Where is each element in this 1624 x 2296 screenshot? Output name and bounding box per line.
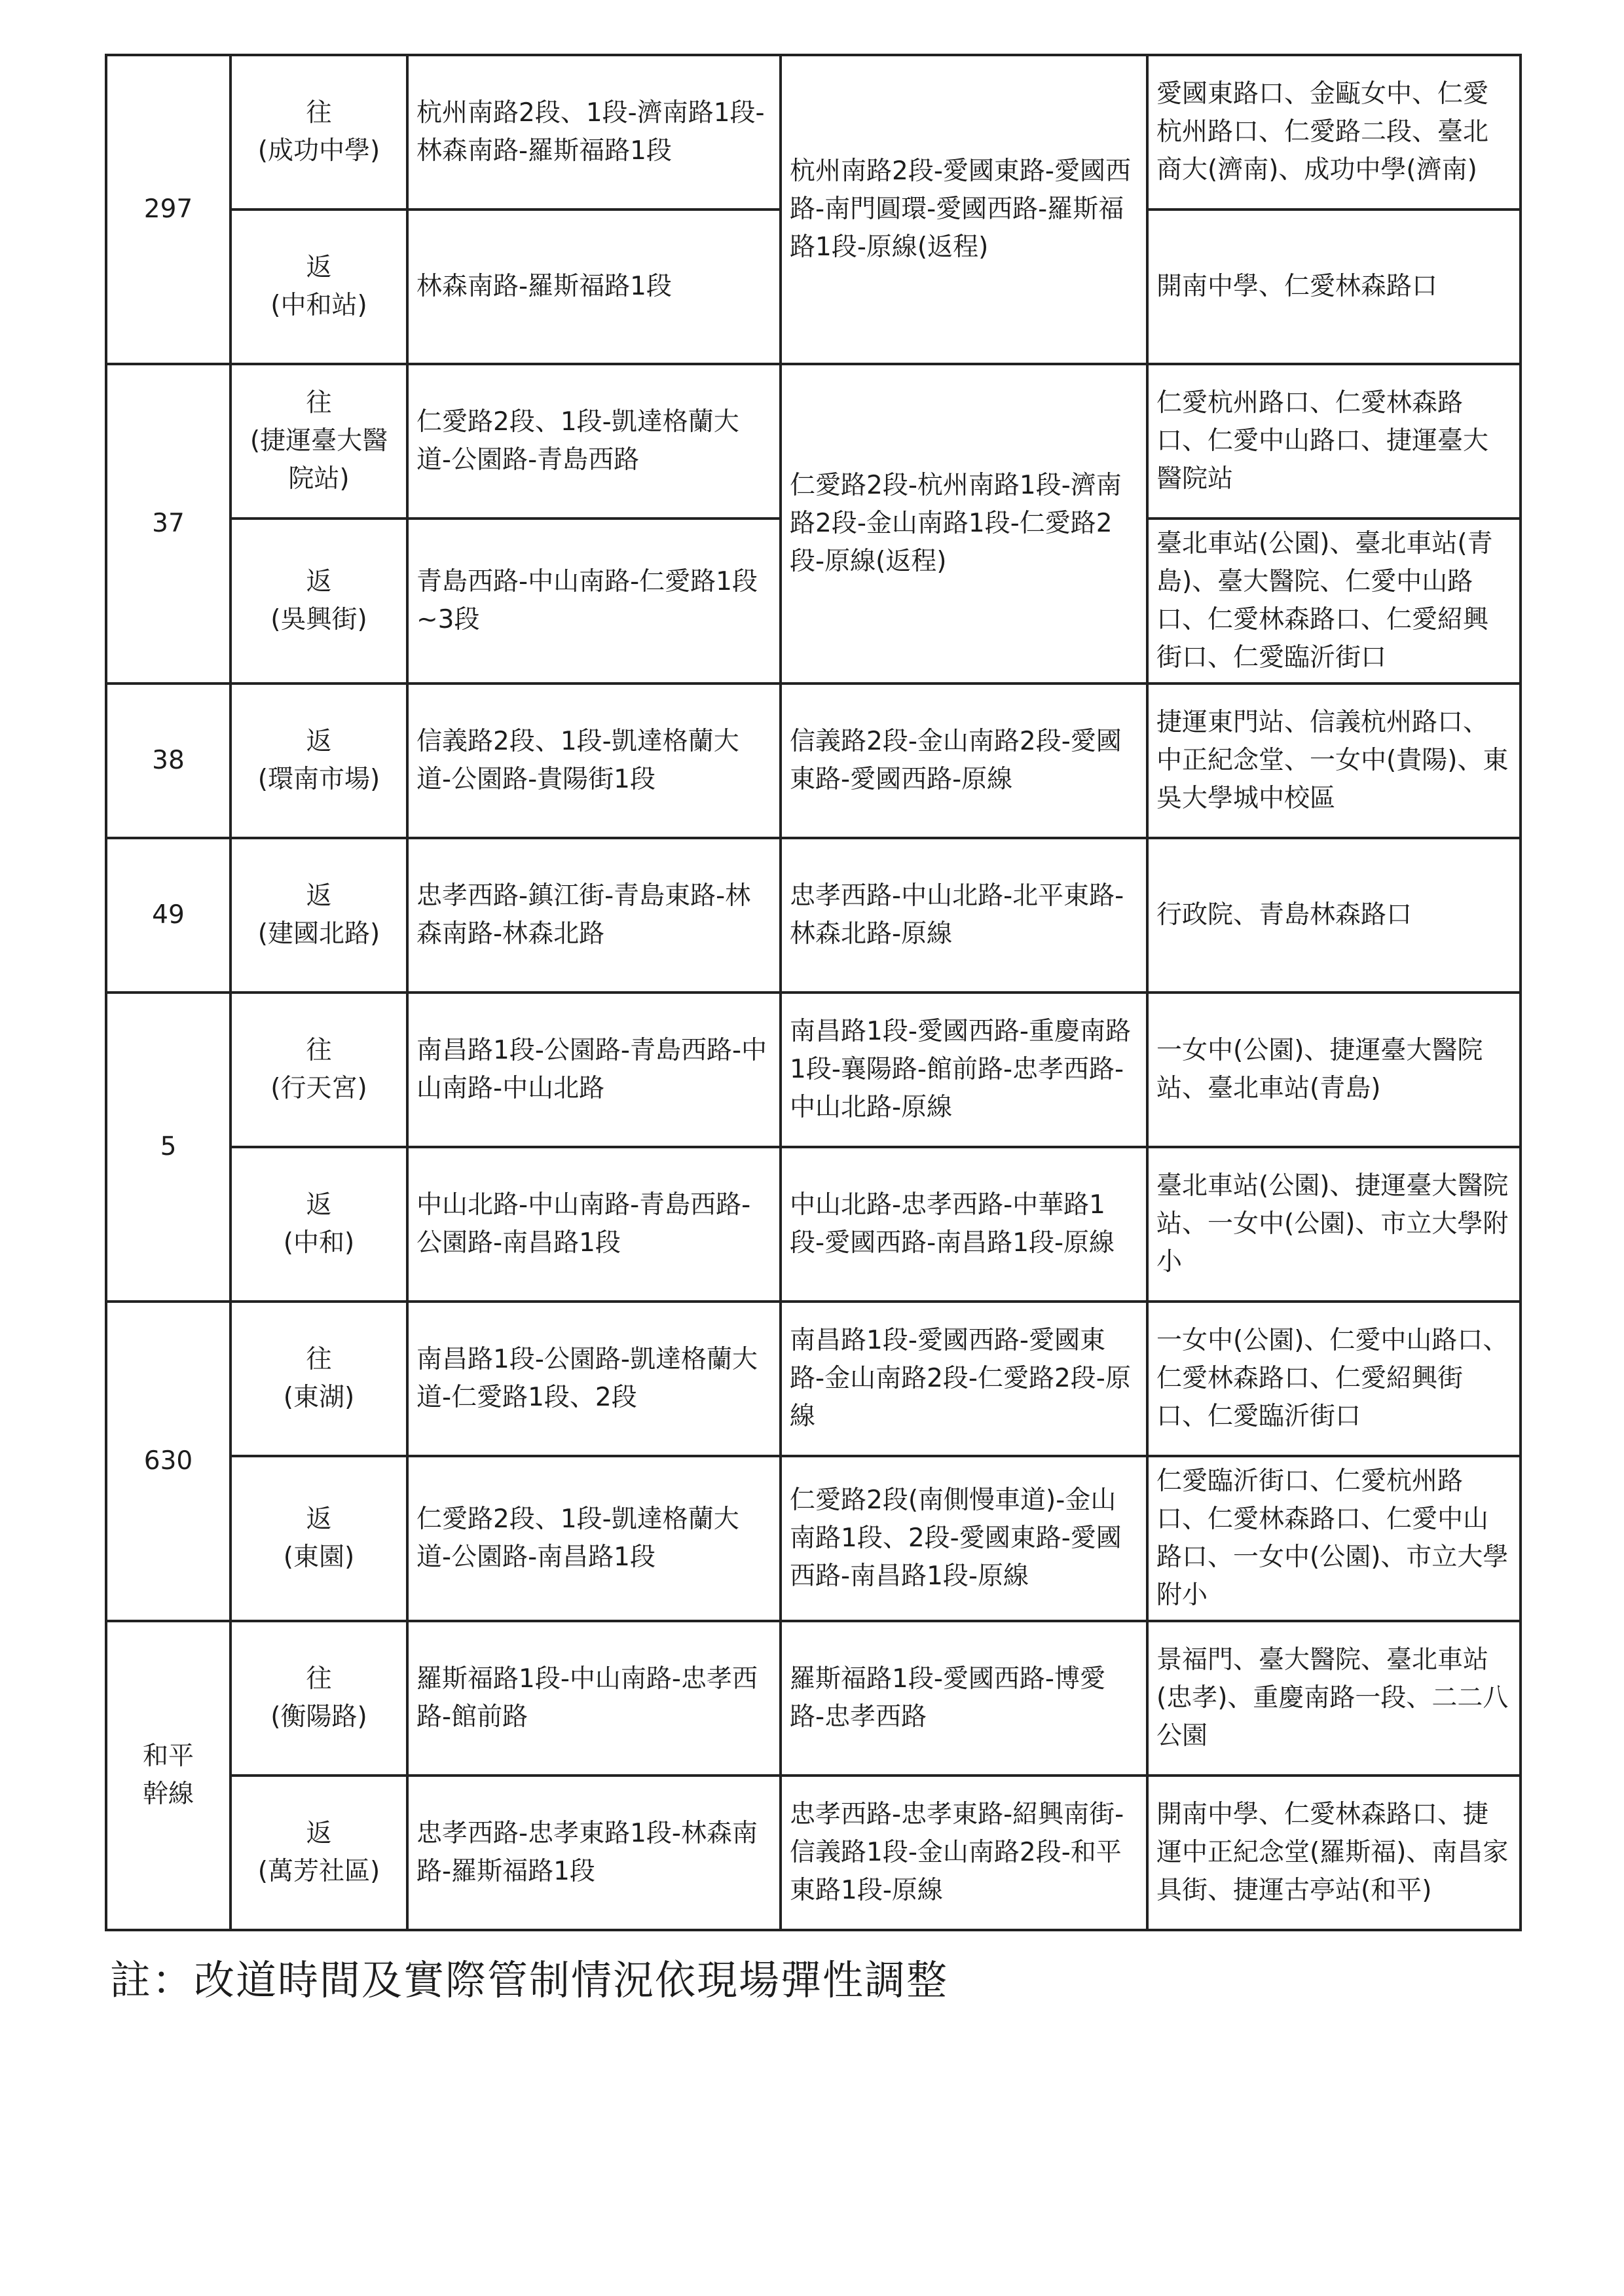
route-number-cell: 和平 幹線 <box>106 1621 231 1930</box>
affected-stops-cell: 一女中(公園)、捷運臺大醫院站、臺北車站(青島) <box>1147 993 1521 1147</box>
table-row <box>106 683 1521 838</box>
return-route-cell: 忠孝西路-忠孝東路-紹興南街-信義路1段-金山南路2段-和平東路1段-原線 <box>781 1776 1147 1930</box>
return-route-cell: 忠孝西路-中山北路-北平東路-林森北路-原線 <box>781 838 1147 993</box>
table-row <box>106 1456 1521 1621</box>
return-route-cell: 仁愛路2段(南側慢車道)-金山南路1段、2段-愛國東路-愛國西路-南昌路1段-原線 <box>781 1456 1147 1621</box>
affected-stops-cell: 臺北車站(公園)、臺北車站(青島)、臺大醫院、仁愛中山路口、仁愛林森路口、仁愛紹興街口、仁愛臨沂街口 <box>1147 519 1521 683</box>
table-row <box>106 838 1521 993</box>
affected-stops-cell: 行政院、青島林森路口 <box>1147 838 1521 993</box>
affected-stops-cell: 一女中(公園)、仁愛中山路口、仁愛林森路口、仁愛紹興街口、仁愛臨沂街口 <box>1147 1302 1521 1456</box>
return-route-cell: 南昌路1段-愛國西路-愛國東路-金山南路2段-仁愛路2段-原線 <box>781 1302 1147 1456</box>
route-number-cell: 49 <box>106 838 231 993</box>
direction-cell: 返 (中和) <box>231 1147 407 1302</box>
detour-route-cell: 中山北路-中山南路-青島西路-公園路-南昌路1段 <box>407 1147 781 1302</box>
return-route-cell: 杭州南路2段-愛國東路-愛國西路-南門圓環-愛國西路-羅斯福路1段-原線(返程) <box>781 55 1147 364</box>
detour-route-cell: 忠孝西路-忠孝東路1段-林森南路-羅斯福路1段 <box>407 1776 781 1930</box>
direction-cell: 往 (衡陽路) <box>231 1621 407 1776</box>
direction-cell: 往 (捷運臺大醫院站) <box>231 364 407 519</box>
direction-cell: 往 (行天宮) <box>231 993 407 1147</box>
table-row <box>106 1147 1521 1302</box>
direction-cell: 返 (萬芳社區) <box>231 1776 407 1930</box>
affected-stops-cell: 仁愛杭州路口、仁愛林森路口、仁愛中山路口、捷運臺大醫院站 <box>1147 364 1521 519</box>
detour-route-cell: 信義路2段、1段-凱達格蘭大道-公園路-貴陽街1段 <box>407 683 781 838</box>
detour-route-cell: 林森南路-羅斯福路1段 <box>407 210 781 364</box>
affected-stops-cell: 景福門、臺大醫院、臺北車站(忠孝)、重慶南路一段、二二八公園 <box>1147 1621 1521 1776</box>
direction-cell: 返 (吳興街) <box>231 519 407 683</box>
detour-route-cell: 南昌路1段-公園路-凱達格蘭大道-仁愛路1段、2段 <box>407 1302 781 1456</box>
detour-route-cell: 羅斯福路1段-中山南路-忠孝西路-館前路 <box>407 1621 781 1776</box>
return-route-cell: 羅斯福路1段-愛國西路-博愛路-忠孝西路 <box>781 1621 1147 1776</box>
direction-cell: 返 (建國北路) <box>231 838 407 993</box>
affected-stops-cell: 開南中學、仁愛林森路口 <box>1147 210 1521 364</box>
direction-cell: 返 (環南市場) <box>231 683 407 838</box>
detour-route-cell: 青島西路-中山南路-仁愛路1段~3段 <box>407 519 781 683</box>
bus-detour-table <box>105 54 1522 1931</box>
affected-stops-cell: 仁愛臨沂街口、仁愛杭州路口、仁愛林森路口、仁愛中山路口、一女中(公園)、市立大學附小 <box>1147 1456 1521 1621</box>
table-row <box>106 1776 1521 1930</box>
direction-cell: 往 (成功中學) <box>231 55 407 210</box>
detour-route-cell: 仁愛路2段、1段-凱達格蘭大道-公園路-青島西路 <box>407 364 781 519</box>
return-route-cell: 仁愛路2段-杭州南路1段-濟南路2段-金山南路1段-仁愛路2段-原線(返程) <box>781 364 1147 683</box>
affected-stops-cell: 捷運東門站、信義杭州路口、中正紀念堂、一女中(貴陽)、東吳大學城中校區 <box>1147 683 1521 838</box>
footnote: 註：改道時間及實際管制情況依現場彈性調整 <box>110 1956 949 2004</box>
detour-route-cell: 杭州南路2段、1段-濟南路1段-林森南路-羅斯福路1段 <box>407 55 781 210</box>
direction-cell: 返 (中和站) <box>231 210 407 364</box>
route-number-cell: 37 <box>106 364 231 683</box>
table-row <box>106 1302 1521 1456</box>
affected-stops-cell: 臺北車站(公園)、捷運臺大醫院站、一女中(公園)、市立大學附小 <box>1147 1147 1521 1302</box>
direction-cell: 往 (東湖) <box>231 1302 407 1456</box>
detour-route-cell: 忠孝西路-鎮江街-青島東路-林森南路-林森北路 <box>407 838 781 993</box>
detour-route-cell: 仁愛路2段、1段-凱達格蘭大道-公園路-南昌路1段 <box>407 1456 781 1621</box>
route-number-cell: 630 <box>106 1302 231 1621</box>
return-route-cell: 中山北路-忠孝西路-中華路1段-愛國西路-南昌路1段-原線 <box>781 1147 1147 1302</box>
detour-route-cell: 南昌路1段-公園路-青島西路-中山南路-中山北路 <box>407 993 781 1147</box>
direction-cell: 返 (東園) <box>231 1456 407 1621</box>
table-row <box>106 1621 1521 1776</box>
return-route-cell: 信義路2段-金山南路2段-愛國東路-愛國西路-原線 <box>781 683 1147 838</box>
table-row <box>106 364 1521 519</box>
affected-stops-cell: 愛國東路口、金甌女中、仁愛杭州路口、仁愛路二段、臺北商大(濟南)、成功中學(濟南) <box>1147 55 1521 210</box>
table-row <box>106 55 1521 210</box>
route-number-cell: 38 <box>106 683 231 838</box>
route-number-cell: 297 <box>106 55 231 364</box>
return-route-cell: 南昌路1段-愛國西路-重慶南路1段-襄陽路-館前路-忠孝西路-中山北路-原線 <box>781 993 1147 1147</box>
route-number-cell: 5 <box>106 993 231 1302</box>
table-row <box>106 993 1521 1147</box>
affected-stops-cell: 開南中學、仁愛林森路口、捷運中正紀念堂(羅斯福)、南昌家具街、捷運古亭站(和平) <box>1147 1776 1521 1930</box>
